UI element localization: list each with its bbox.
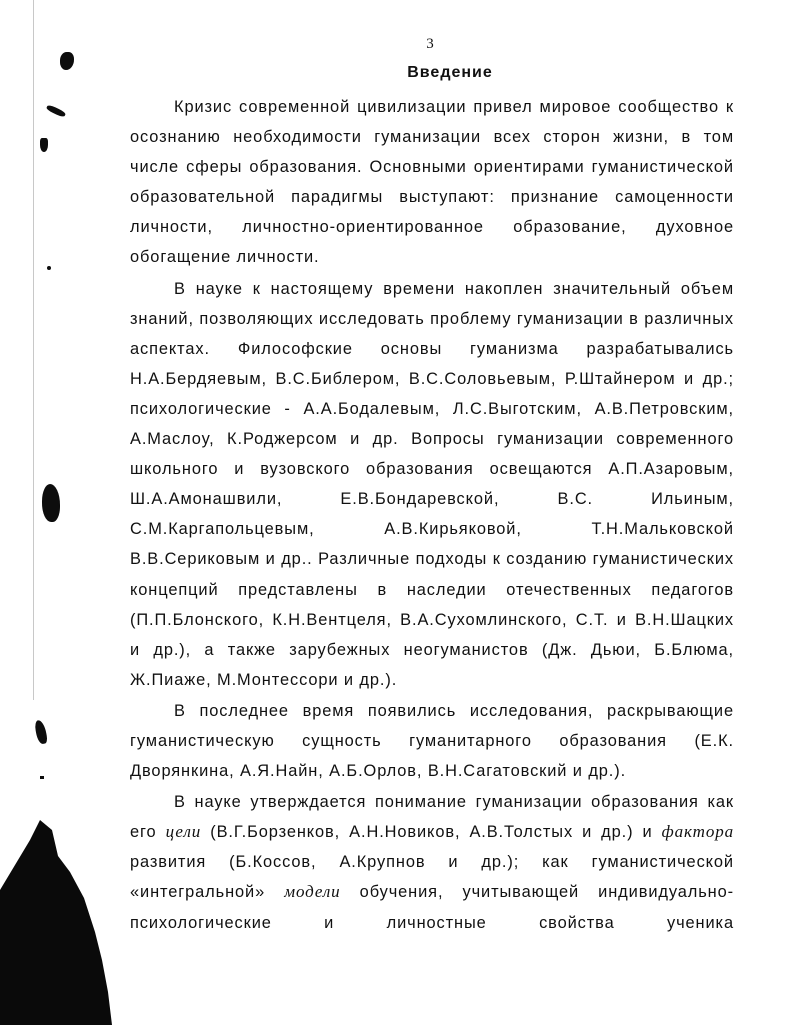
scan-dark-region: [0, 820, 120, 1025]
scan-blot: [47, 266, 51, 270]
page-number: 3: [426, 36, 434, 52]
paragraph-2: В науке к настоящему времени накоплен значительный объем знаний, позволяющих исследовать проблему гуманизации в различных аспектах. Философские основы гуманизма разрабатывались Н.А.Бердяевым, В.С.Библером, В.С.Соловьевым, Р.Штайнером и др.; психологические - А.А.Бодалевым, Л.С.Выготским, А.В.Петровским, А.Маслоу, К.Роджерсом и др. Вопросы гуманизации современного школьного и вузовского образования освещаются А.П.Азаровым, Ш.А.Амонашвили, Е.В.Бондаревской, В.С. Ильиным, С.М.Каргапольцевым, А.В.Кирьяковой, Т.Н.Мальковской В.В.Сериковым и др.. Различные подходы к созданию гуманистических концепций представлены в наследии отечественных педагогов (П.П.Блонского, К.Н.Вентцеля, В.А.Сухомлинского, С.Т. и В.Н.Шацких и др.), а также зарубежных неогуманистов (Дж. Дьюи, Б.Блюма, Ж.Пиаже, М.Монтессори и др.).: [130, 279, 734, 689]
section-heading: Введение: [407, 64, 493, 81]
emphasis-model: модели: [284, 882, 341, 902]
scan-blot: [34, 719, 48, 744]
body-text: [130, 92, 734, 938]
paragraph-4-text: В науке утверждается понимание гуманизации образования как его: [130, 793, 734, 842]
paragraph-1: Кризис современной цивилизации привел мировое сообщество к осознанию необходимости гуманизации всех сторон жизни, в том числе сферы образования. Основными ориентирами гуманистической образовательной парадигмы выступают: признание самоценности личности, личностно-ориентированное образование, духовное обогащение личности.: [130, 98, 734, 267]
scan-margin-line: [33, 0, 34, 700]
paragraph-4: [130, 787, 734, 937]
emphasis-factor: фактора: [661, 822, 735, 842]
paragraph-4-text: развития (Б.Коссов, А.Крупнов и др.); как гуманистической «интегральной»: [130, 853, 734, 902]
paragraph-4-text: обучения, учитывающей индивидуально-психологические и личностные свойства ученика: [130, 883, 734, 932]
paragraph-3: В последнее время появились исследования, раскрывающие гуманистическую сущность гуманитарного образования (Е.К. Дворянкина, А.Я.Найн, А.Б.Орлов, В.Н.Сагатовский и др.).: [130, 701, 734, 781]
scan-blot: [46, 104, 67, 118]
scan-blot: [60, 52, 74, 70]
scan-blot: [40, 138, 48, 152]
paragraph-4-text: (В.Г.Борзенков, А.Н.Новиков, А.В.Толстых и др.) и: [201, 823, 662, 842]
scan-blot: [40, 776, 44, 779]
scan-blot: [42, 484, 60, 522]
emphasis-goal: цели: [165, 822, 202, 842]
